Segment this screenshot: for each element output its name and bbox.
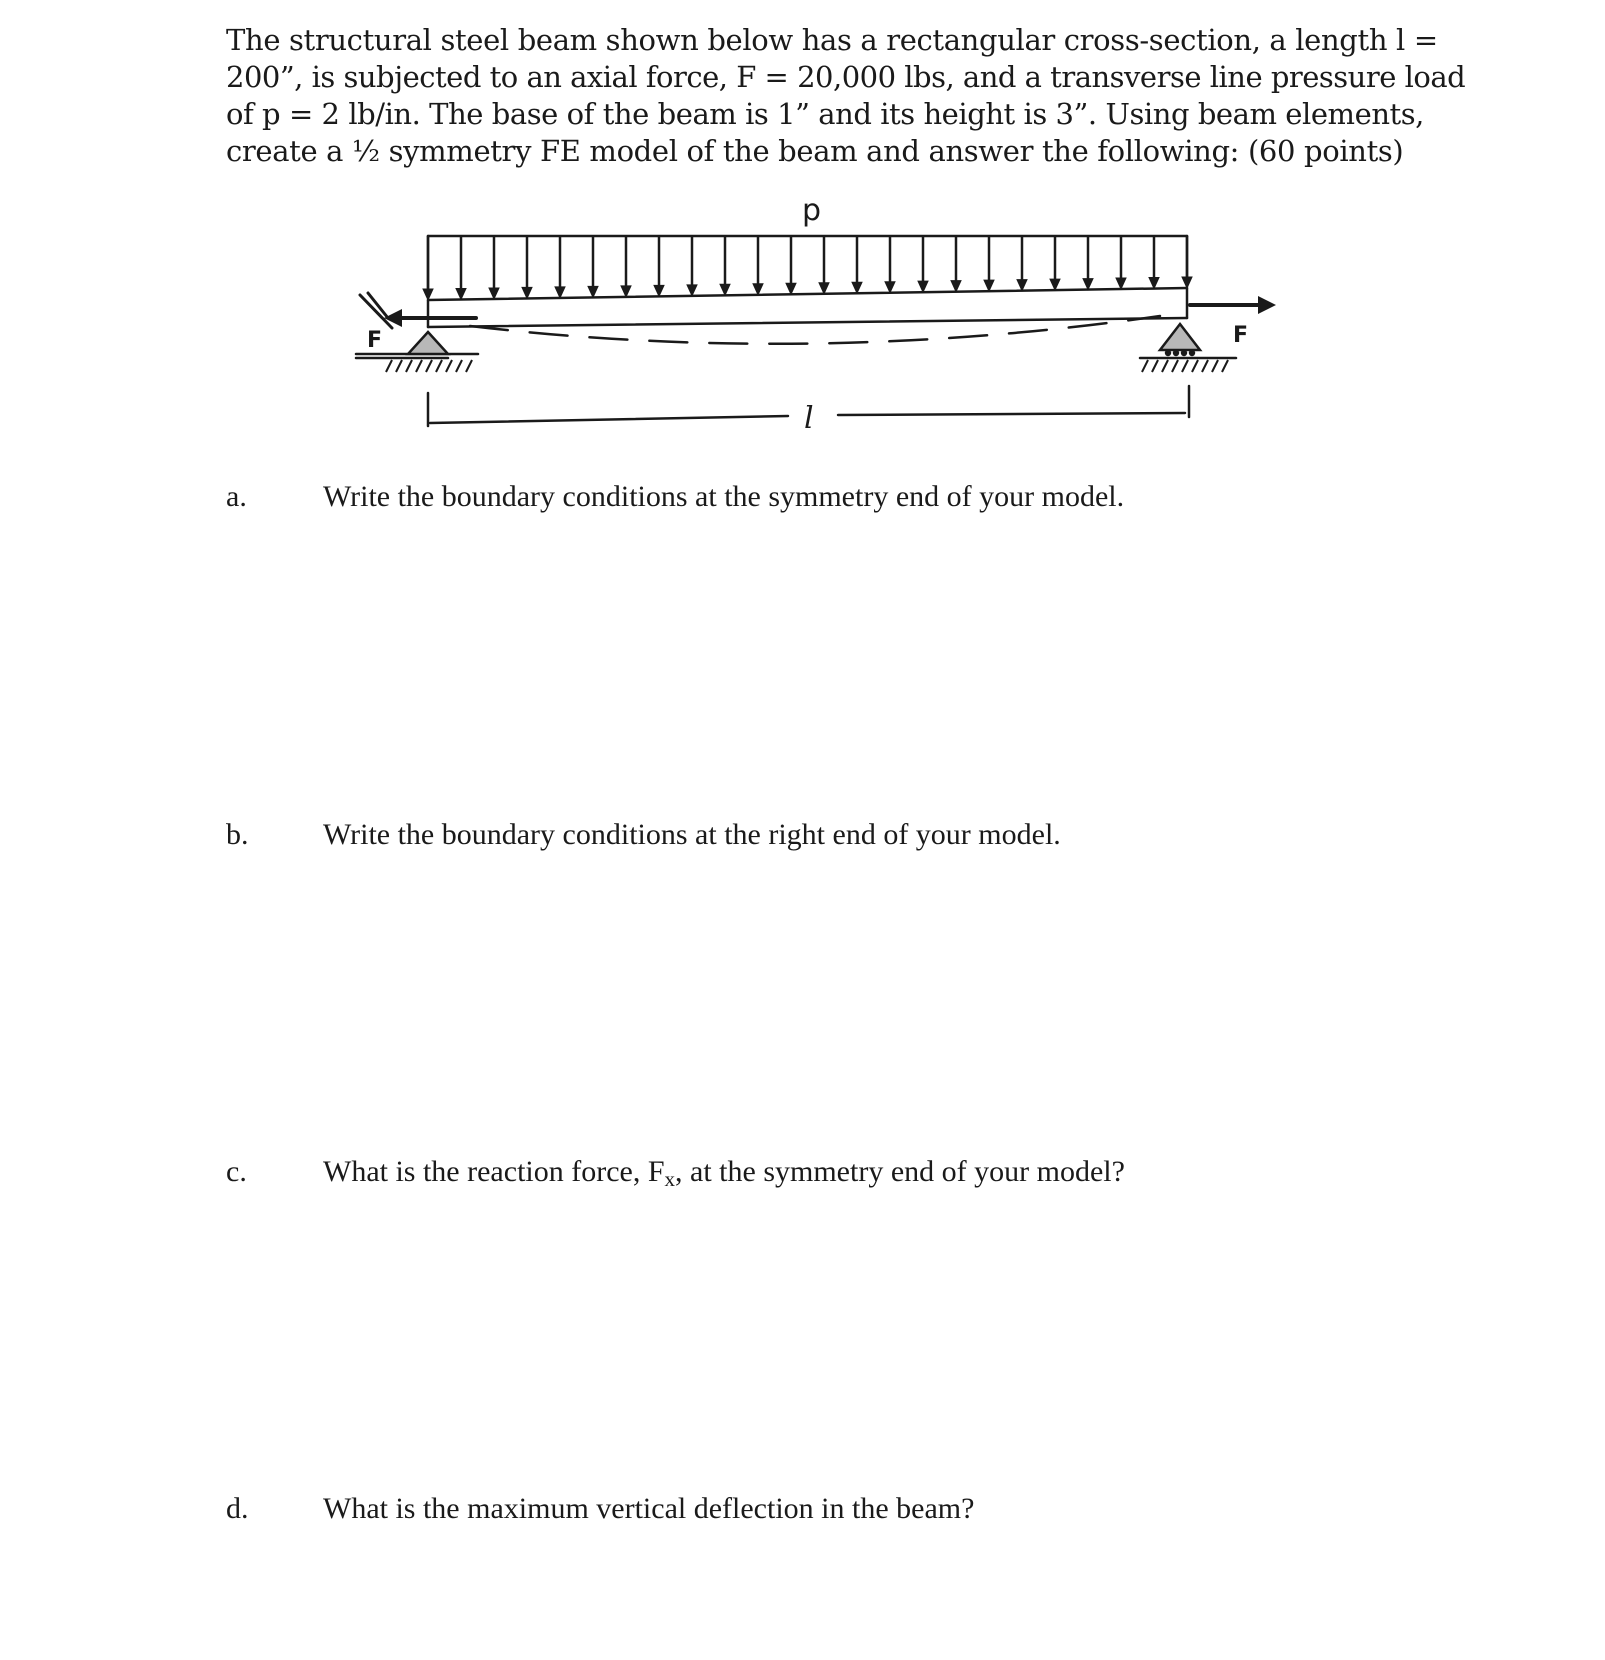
load-arrows xyxy=(423,236,1192,300)
load-arrow-head xyxy=(456,288,466,299)
question-c-text-before: What is the reaction force, F xyxy=(323,1155,665,1188)
load-arrow-head xyxy=(621,286,631,297)
load-arrow-head xyxy=(588,286,598,297)
problem-line-2: 200”, is subjected to an axial force, F = 20,000 lbs, and a transverse line pressure load xyxy=(226,60,1466,94)
question-b-label: b. xyxy=(226,818,249,851)
load-arrow-head xyxy=(687,285,697,296)
dimension-line-right xyxy=(838,413,1185,415)
beam-top-edge xyxy=(428,288,1187,300)
question-d-text: What is the maximum vertical deflection in the beam? xyxy=(323,1492,975,1525)
load-label: p xyxy=(802,193,822,228)
question-c-text-after: , at the symmetry end of your model? xyxy=(675,1155,1125,1188)
load-arrow-head xyxy=(819,283,829,294)
question-c-text xyxy=(323,1155,1125,1192)
load-arrow-head xyxy=(423,289,433,300)
right-force-label: F xyxy=(1233,323,1249,348)
problem-line-3: of p = 2 lb/in. The base of the beam is 1” and its height is 3”. Using beam elements, xyxy=(226,97,1424,131)
load-arrow-head xyxy=(753,284,763,295)
question-a-text: Write the boundary conditions at the symmetry end of your model. xyxy=(323,480,1125,513)
dimension-line-left xyxy=(430,416,788,423)
question-a-label: a. xyxy=(226,480,247,513)
load-arrow-head xyxy=(1050,279,1060,290)
question-c-label: c. xyxy=(226,1155,247,1188)
problem-line-1: The structural steel beam shown below has a rectangular cross-section, a length l = xyxy=(226,23,1438,57)
load-arrow-head xyxy=(852,282,862,293)
question-d-label: d. xyxy=(226,1492,249,1525)
load-arrow-head xyxy=(720,284,730,295)
right-roller-support xyxy=(1160,324,1200,350)
load-arrow-head xyxy=(1116,278,1126,289)
load-arrow-head xyxy=(786,283,796,294)
beam-bottom-edge xyxy=(428,318,1187,327)
load-arrow-head xyxy=(885,282,895,293)
load-arrow-head xyxy=(555,287,565,298)
load-arrow-head xyxy=(984,280,994,291)
load-arrow-head xyxy=(1182,277,1192,288)
load-arrow-head xyxy=(489,288,499,299)
load-arrow-head xyxy=(951,281,961,292)
left-force-label: F xyxy=(367,328,383,353)
load-arrow-head xyxy=(654,285,664,296)
question-c-subscript: x xyxy=(664,1167,676,1191)
load-arrow-head xyxy=(1083,279,1093,290)
problem-line-4: create a ½ symmetry FE model of the beam and answer the following: (60 points) xyxy=(226,134,1404,168)
load-arrow-head xyxy=(918,281,928,292)
problem-statement xyxy=(226,22,1466,170)
deflected-shape xyxy=(470,316,1160,344)
question-b-text: Write the boundary conditions at the right end of your model. xyxy=(323,818,1061,851)
left-pin-support xyxy=(408,332,448,354)
load-arrow-head xyxy=(1017,280,1027,291)
load-arrow-head xyxy=(1149,278,1159,289)
length-label: l xyxy=(804,401,814,436)
load-arrow-head xyxy=(522,287,532,298)
